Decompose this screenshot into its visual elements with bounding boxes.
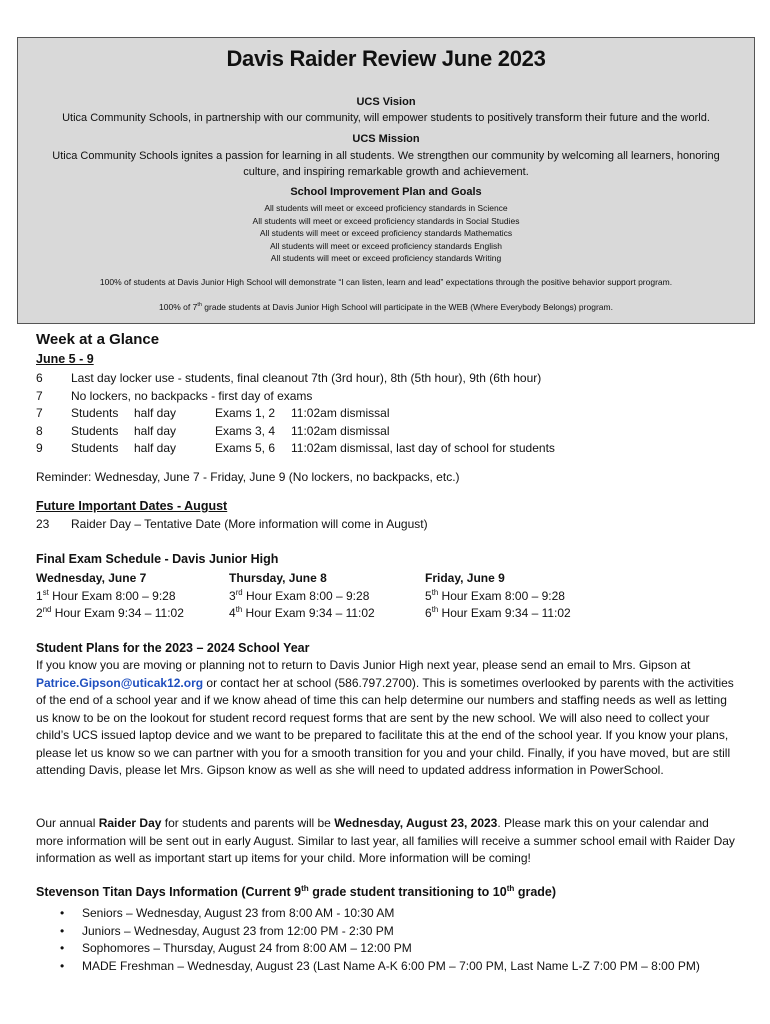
stevenson-heading: Stevenson Titan Days Information (Current 9th grade student transitioning to 10th grade): [36, 883, 557, 899]
vision-mission-box: [17, 37, 755, 324]
mission-heading: UCS Mission: [352, 133, 420, 145]
week-day: 7: [36, 388, 43, 403]
week-range: June 5 - 9: [36, 352, 94, 366]
week-heading: Week at a Glance: [36, 331, 160, 348]
vision-text: Utica Community Schools, in partnership with our community, will empower students to positively transform their future and the world.: [62, 112, 710, 124]
exam-column-thursday: Thursday, June 8 3rd Hour Exam 8:00 – 9:28 4th Hour Exam 9:34 – 11:02: [229, 571, 375, 620]
goal-item: All students will meet or exceed proficiency standards in Science: [264, 203, 508, 213]
exam-column-friday: Friday, June 9 5th Hour Exam 8:00 – 9:28 6th Hour Exam 9:34 – 11:02: [425, 571, 571, 620]
goal-note-web: 100% of 7th grade students at Davis Junior High School will participate in the WEB (Where Everybody Belongs) program.: [159, 302, 613, 312]
goal-note-pbs: 100% of students at Davis Junior High School will demonstrate “I can listen, learn and lead” expectations through the positive behavior support program.: [99, 277, 673, 287]
exam-column-wednesday: Wednesday, June 7 1st Hour Exam 8:00 – 9:28 2nd Hour Exam 9:34 – 11:02: [36, 571, 184, 620]
mission-text-line-2: culture, and inspiring remarkable growth and achievement.: [243, 166, 529, 178]
mission-text-line-1: Utica Community Schools ignites a passion for learning in all students. We strengthen our community by welcoming all learners, honoring: [52, 150, 720, 162]
raider-day-paragraph: Our annual Raider Day for students and parents will be Wednesday, August 23, 2023. Please mark this on your calendar and more information will be sent out in early August. Similar to last year, all families will receive a summer school email with Raider Day information as well as important start up items for your child. More information will be coming!: [36, 816, 735, 865]
goal-item: All students will meet or exceed proficiency standards English: [270, 240, 502, 251]
week-text: No lockers, no backpacks - first day of exams: [71, 388, 313, 403]
stevenson-list: [60, 905, 700, 975]
newsletter-title: Davis Raider Review June 2023: [226, 46, 546, 71]
list-item: • Juniors – Wednesday, August 23 from 12:00 PM - 2:30 PM: [60, 923, 700, 941]
week-text: Last day locker use - students, final cleanout 7th (3rd hour), 8th (5th hour), 9th (6th hour): [71, 371, 542, 385]
future-heading: Future Important Dates - August: [36, 499, 228, 513]
email-link[interactable]: Patrice.Gipson@uticak12.org: [36, 675, 204, 690]
exam-heading: Final Exam Schedule - Davis Junior High: [36, 552, 279, 566]
plans-paragraph: If you know you are moving or planning not to return to Davis Junior High next year, please send an email to Mrs. Gipson at Patrice.Gipson@uticak12.org or contact her at school (586.797.2700). This is sometimes overlooked by parents with the activities of the end of a school year and if we know ahead of time this can help determine our numbers and staffing needs as well as letting us know to be on the lookout for student record request forms that are sent by the new school. We will also need to collect your child’s UCS issued laptop device and we want to be prepared to facilitate this at the end of the school year. If you know your plans, please let us know so we can partner with you for a smooth transition for you and your child. Finally, if you have moved, but are still attending Davis, please let Mrs. Gipson know as well as she will need to updated address information in PowerSchool.: [36, 658, 734, 777]
list-item: • Seniors – Wednesday, August 23 from 8:00 AM - 10:30 AM: [60, 905, 700, 923]
vision-heading: UCS Vision: [356, 96, 416, 108]
week-day: 6: [36, 371, 43, 385]
list-item: • MADE Freshman – Wednesday, August 23 (Last Name A-K 6:00 PM – 7:00 PM, Last Name L-Z 7:00 PM – 8:00 PM): [60, 958, 700, 976]
goal-item: All students will meet or exceed proficiency standards Writing: [270, 253, 502, 263]
newsletter-page: Davis Raider Review June 2023 UCS Vision Utica Community Schools, in partnership with our community, will empower students to positively transform their future and the world. UCS Mission Utica Community Schools ignites a passion for learning in all students. We strengthen our community by welcoming all learners, honoring culture, and inspiring remarkable growth and achievement. School Improvement Plan and Goals All students will meet or exceed proficiency standards in Science All students will meet or exceed proficiency standards in Social Studies All students will meet or exceed proficiency standards Mathematics All students will meet or exceed proficiency standards English All students will meet or exceed proficiency standards Writing 100% of students at Davis Junior High School will demonstrate “I can listen, learn and lead” expectations through the positive behavior support program. 100% of 7th grade students at Davis Junior High School will participate in the WEB (Where Everybody Belongs) program. Week at a Glance June 5 - 9 6 Last day locker use - students, final cleanout 7th (3rd hour), 8th (5th hour), 9th (6th hour) 7 No lockers, no backpacks - first day of exams 7 Students half day Exams 1, 2 11:02am dismissal 8 Students half day Exams 3, 4 11:02am dismissal 9 Students half day Exams 5, 6 11:02am dismissal, last day of school for students Reminder: Wednesday, June 7 - Friday, June 9 (No lockers, no backpacks, etc.) Future Important Dates - August 23 Raider Day – Tentative Date (More information will come in August) Final Exam Schedule - Davis Junior High Wednesday, June 7 1st Hour Exam 8:00 – 9:28 2nd Hour Exam 9:34 – 11:02 Thursday, June 8 3rd Hour Exam 8:00 – 9:28 4th Hour Exam 9:34 – 11:02 Friday, June 9 5th Hour Exam 8:00 – 9:28 6th Hour Exam 9:34 – 11:02 Student Plans for the 2023 – 2024 School Year If you know you are moving or planning not to return to Davis Junior High next year, please send an email to Mrs. Gipson at Patrice.Gipson@uticak12.org or contact her at school (586.797.2700). This is sometimes overlooked by parents with the activities of the end of a school year and if we know ahead of time this can help determine our numbers and staffing needs as well as letting us know to be on the lookout for student record request forms that are sent by the new school. We will also need to collect your child’s UCS issued laptop device and we want to be prepared to facilitate this at the end of the school year. If you know your plans, please let us know so we can partner with you for a smooth transition for you and your child. Finally, if you have moved, but are still attending Davis, please let Mrs. Gipson know as well as she will need to updated address information in PowerSchool. Our annual Raider Day for students and parents will be Wednesday, August 23, 2023. Please mark this on your calendar and more information will be sent out in early August. Similar to last year, all families will receive a summer school email with Raider Day information as well as important start up items for your child. More information will be coming! Stevenson Titan Days Information (Current 9th grade student transitioning to 10th grade) • Seniors – Wednesday, August 23 from 8:00 AM - 10:30 AM • Juniors – Wednesday, August 23 from 12:00 PM - 2:30 PM • Sophomores – Thursday, August 24 from 8:00 AM – 12:00 PM • MADE Freshman – Wednesday, August 23 (Last Name A-K 6:00 PM – 7:00 PM, Last Name L-Z 7:00 PM – 8:00 PM): [0, 0, 770, 1024]
list-item: • Sophomores – Thursday, August 24 from 8:00 AM – 12:00 PM: [60, 940, 700, 958]
week-reminder: Reminder: Wednesday, June 7 - Friday, June 9 (No lockers, no backpacks, etc.): [36, 470, 460, 484]
goals-heading: School Improvement Plan and Goals: [290, 186, 482, 198]
goal-item: All students will meet or exceed proficiency standards in Social Studies: [252, 215, 520, 226]
goal-item: All students will meet or exceed proficiency standards Mathematics: [259, 228, 513, 238]
plans-heading: Student Plans for the 2023 – 2024 School Year: [36, 641, 310, 655]
